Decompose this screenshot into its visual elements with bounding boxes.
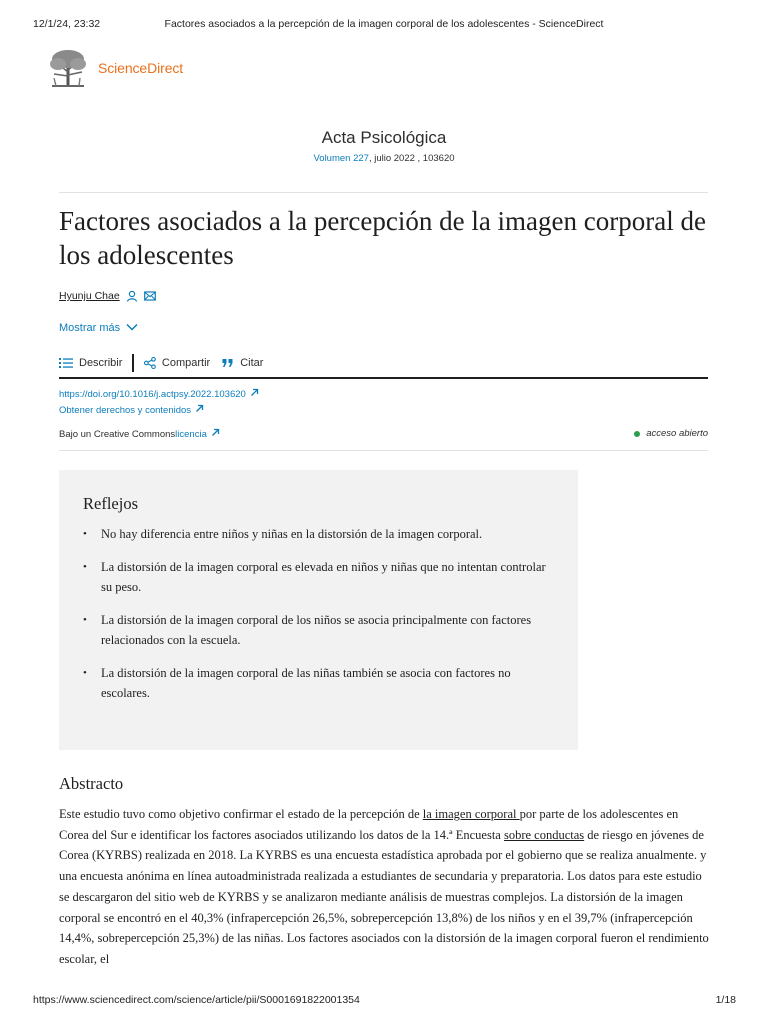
mail-icon[interactable] bbox=[144, 291, 156, 301]
license-link[interactable] bbox=[175, 428, 220, 440]
body-image-link[interactable]: la imagen corporal bbox=[422, 807, 520, 821]
conducts-link[interactable]: sobre conductas bbox=[503, 827, 585, 842]
cite-button[interactable] bbox=[222, 357, 263, 369]
abstract-part: de riesgo en jóvenes de Corea (KYRBS) realizada en 2018. La KYRBS es una encuesta estadística aprobada por el gobierno que se realiza anualmente. y una encuesta anónima en línea autoadministrada realizada a estudiantes de secundaria y preparatoria. Los datos para este estudio se descargaron del sitio web de KYRBS y se analizaron mediante análisis de muestras complejos. La distorsión de la imagen corporal se encontró en el 40,3% (infrapercepción 26,5%, sobrepercepción 13,8%) de los niños y en el 39,7% (infrapercepción 14,4%, sobrepercepción 25,3%) de las niñas. Los factores asociados con la distorsión de la imagen corporal fueron el rendimiento escolar, el bbox=[59, 827, 709, 966]
share-label: Compartir bbox=[161, 357, 211, 369]
share-icon bbox=[144, 357, 156, 369]
author-name[interactable]: Hyunju Chae bbox=[59, 290, 120, 302]
brand-name: ScienceDirect bbox=[98, 60, 184, 76]
article-toolbar bbox=[59, 354, 263, 372]
elsevier-tree-icon bbox=[46, 48, 90, 88]
share-button[interactable] bbox=[144, 357, 210, 369]
print-header bbox=[0, 18, 768, 32]
journal-name[interactable]: Acta Psicológica bbox=[321, 128, 447, 147]
rights-text: Obtener derechos y contenidos bbox=[59, 404, 192, 416]
describe-button[interactable] bbox=[59, 357, 122, 369]
toolbar-divider bbox=[59, 377, 708, 379]
license-prefix: Bajo un Creative Commons bbox=[59, 428, 176, 440]
toolbar-separator bbox=[132, 354, 134, 372]
person-icon[interactable] bbox=[126, 290, 138, 302]
doi-text: https://doi.org/10.1016/j.actpsy.2022.103620 bbox=[59, 388, 246, 400]
highlight-item: • La distorsión de la imagen corporal de los niños se asocia principalmente con factores relacionados con la escuela. bbox=[83, 610, 554, 650]
journal-block bbox=[0, 128, 768, 164]
highlights-heading: Reflejos bbox=[83, 494, 138, 513]
issue-info: , julio 2022 , 103620 bbox=[368, 153, 455, 164]
doi-link[interactable] bbox=[59, 388, 259, 400]
sciencedirect-logo[interactable] bbox=[46, 48, 183, 88]
cite-label: Citar bbox=[240, 357, 264, 369]
volume-link[interactable]: Volumen 227 bbox=[313, 153, 369, 164]
print-url: https://www.sciencedirect.com/science/article/pii/S0001691822001354 bbox=[33, 994, 360, 1006]
journal-issue bbox=[0, 153, 768, 164]
open-access-badge bbox=[634, 428, 708, 439]
highlight-item: • La distorsión de la imagen corporal de las niñas también se asocia con factores no escolares. bbox=[83, 663, 554, 703]
show-more-button[interactable] bbox=[59, 322, 138, 334]
highlights-list bbox=[83, 524, 554, 703]
chevron-down-icon bbox=[126, 322, 138, 334]
external-link-icon bbox=[250, 388, 259, 400]
quote-icon bbox=[222, 358, 234, 368]
highlight-item: • La distorsión de la imagen corporal es elevada en niños y niñas que no intentan controlar su peso. bbox=[83, 557, 554, 597]
abstract-text bbox=[59, 804, 709, 970]
author-line bbox=[59, 290, 156, 302]
open-access-label: acceso abierto bbox=[646, 428, 708, 439]
article-title: Factores asociados a la percepción de la imagen corporal de los adolescentes bbox=[59, 206, 706, 270]
print-page-number: 1/18 bbox=[715, 994, 736, 1006]
license-line bbox=[59, 428, 220, 440]
license-link-text: licencia bbox=[175, 428, 207, 440]
external-link-icon bbox=[211, 428, 220, 440]
open-access-dot-icon bbox=[634, 431, 640, 437]
external-link-icon bbox=[195, 404, 204, 416]
highlight-item: • No hay diferencia entre niños y niñas en la distorsión de la imagen corporal. bbox=[83, 524, 554, 544]
divider bbox=[59, 192, 708, 193]
show-more-label: Mostrar más bbox=[59, 322, 121, 334]
rights-link[interactable] bbox=[59, 404, 204, 416]
print-date: 12/1/24, 23:32 bbox=[33, 18, 101, 30]
highlights-box bbox=[59, 470, 578, 750]
abstract-part: por parte de los adolescentes en Corea del Sur e identificar los factores asociados utilizando los datos de la 14.ª Encuesta bbox=[59, 807, 679, 842]
divider bbox=[59, 450, 708, 451]
print-title: Factores asociados a la percepción de la imagen corporal de los adolescentes - ScienceDirect bbox=[164, 18, 604, 30]
describe-label: Describir bbox=[79, 357, 123, 369]
abstract-part: Este estudio tuvo como objetivo confirmar el estado de la percepción de bbox=[59, 807, 423, 821]
abstract-heading: Abstracto bbox=[59, 774, 124, 793]
list-icon bbox=[59, 357, 73, 369]
